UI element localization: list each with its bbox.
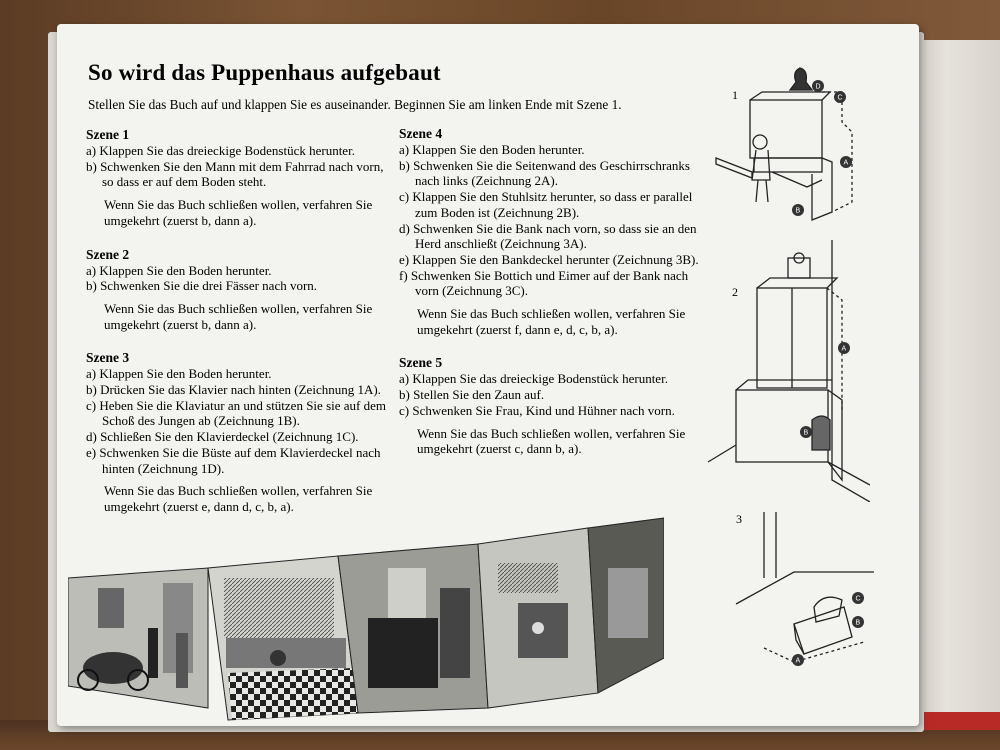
label-2a: A — [841, 345, 847, 353]
scene-step: a) Klappen Sie das dreieckige Bodenstück herunter. — [399, 371, 668, 387]
figure-3-number: 3 — [736, 512, 742, 526]
scene-heading: Szene 2 — [86, 246, 130, 262]
scene-heading: Szene 5 — [399, 355, 443, 371]
label-1c: C — [837, 94, 843, 102]
scene-note: Wenn Sie das Buch schließen wollen, verfahren Sie umgekehrt (zuerst c, dann b, a). — [417, 425, 686, 457]
scene-step: e) Klappen Sie den Bankdeckel herunter (Zeichnung 3B). — [399, 251, 699, 267]
scene-step: e) Schwenken Sie die Büste auf dem Klavierdeckel nach hinten (Zeichnung 1D). — [86, 444, 381, 476]
page-title: So wird das Puppenhaus aufgebaut — [88, 60, 441, 85]
column-left — [86, 127, 396, 533]
scene-note: Wenn Sie das Buch schließen wollen, verfahren Sie umgekehrt (zuerst b, dann a). — [104, 197, 373, 228]
figure-1-number: 1 — [732, 88, 738, 102]
scene-step: a) Klappen Sie den Boden herunter. — [399, 142, 585, 157]
label-3b: B — [855, 619, 861, 627]
label-1b: B — [795, 207, 801, 215]
scene-step: a) Klappen Sie das dreieckige Bodenstück herunter. — [86, 143, 355, 158]
scene-step: b) Schwenken Sie die Seitenwand des Geschirrschranks nach links (Zeichnung 2A). — [399, 157, 690, 189]
dollhouse-panorama-image — [68, 508, 664, 723]
scene-note: Wenn Sie das Buch schließen wollen, verfahren Sie umgekehrt (zuerst e, dann d, c, b, a). — [104, 483, 373, 514]
scene-5 — [399, 355, 704, 457]
scene-step: c) Schwenken Sie Frau, Kind und Hühner nach vorn. — [399, 402, 675, 418]
column-right — [399, 126, 704, 475]
scene-note: Wenn Sie das Buch schließen wollen, verfahren Sie umgekehrt (zuerst b, dann a). — [104, 300, 373, 332]
label-3a: A — [795, 657, 801, 665]
scene-step: b) Schwenken Sie den Mann mit dem Fahrrad nach vorn, so dass er auf dem Boden steht. — [86, 158, 384, 190]
scene-note: Wenn Sie das Buch schließen wollen, verfahren Sie umgekehrt (zuerst f, dann e, d, c, b, a). — [417, 306, 686, 337]
scene-step: c) Klappen Sie den Stuhlsitz herunter, so dass er parallel zum Boden ist (Zeichnung 2B). — [399, 189, 693, 220]
scene-step: b) Schwenken Sie die drei Fässer nach vorn. — [86, 278, 318, 294]
label-3c: C — [855, 595, 861, 603]
figure-2-illustration — [702, 240, 870, 502]
scene-step: d) Schließen Sie den Klavierdeckel (Zeichnung 1C). — [86, 429, 359, 445]
intro-text: Stellen Sie das Buch auf und klappen Sie es auseinander. Beginnen Sie am linken Ende mit Szene 1. — [88, 97, 622, 112]
scene-heading: Szene 1 — [86, 127, 130, 142]
figure-1-illustration — [712, 62, 872, 227]
figure-2-number: 2 — [732, 285, 738, 299]
label-2b: B — [803, 429, 809, 437]
scene-step: c) Heben Sie die Klaviatur an und stützen Sie sie auf dem Schoß des Jungen ab (Zeichnung 1B). — [86, 397, 386, 429]
scene-heading: Szene 4 — [399, 126, 443, 141]
scene-step: a) Klappen Sie den Boden herunter. — [86, 262, 272, 278]
label-1d: D — [815, 83, 821, 91]
scene-step: b) Drücken Sie das Klavier nach hinten (Zeichnung 1A). — [86, 382, 381, 398]
scene-3 — [86, 350, 396, 514]
scene-4 — [399, 126, 704, 337]
figure-3-illustration — [734, 512, 874, 672]
scene-step: d) Schwenken Sie die Bank nach vorn, so dass sie an den Herd anschließt (Zeichnung 3A). — [399, 220, 697, 252]
scene-step: b) Stellen Sie den Zaun auf. — [399, 387, 545, 403]
label-1a: A — [843, 159, 849, 167]
scene-2 — [86, 247, 396, 333]
scene-1 — [86, 127, 396, 229]
scene-step: f) Schwenken Sie Bottich und Eimer auf der Bank nach vorn (Zeichnung 3C). — [399, 267, 689, 299]
scene-heading: Szene 3 — [86, 350, 130, 366]
scene-step: a) Klappen Sie den Boden herunter. — [86, 366, 272, 382]
